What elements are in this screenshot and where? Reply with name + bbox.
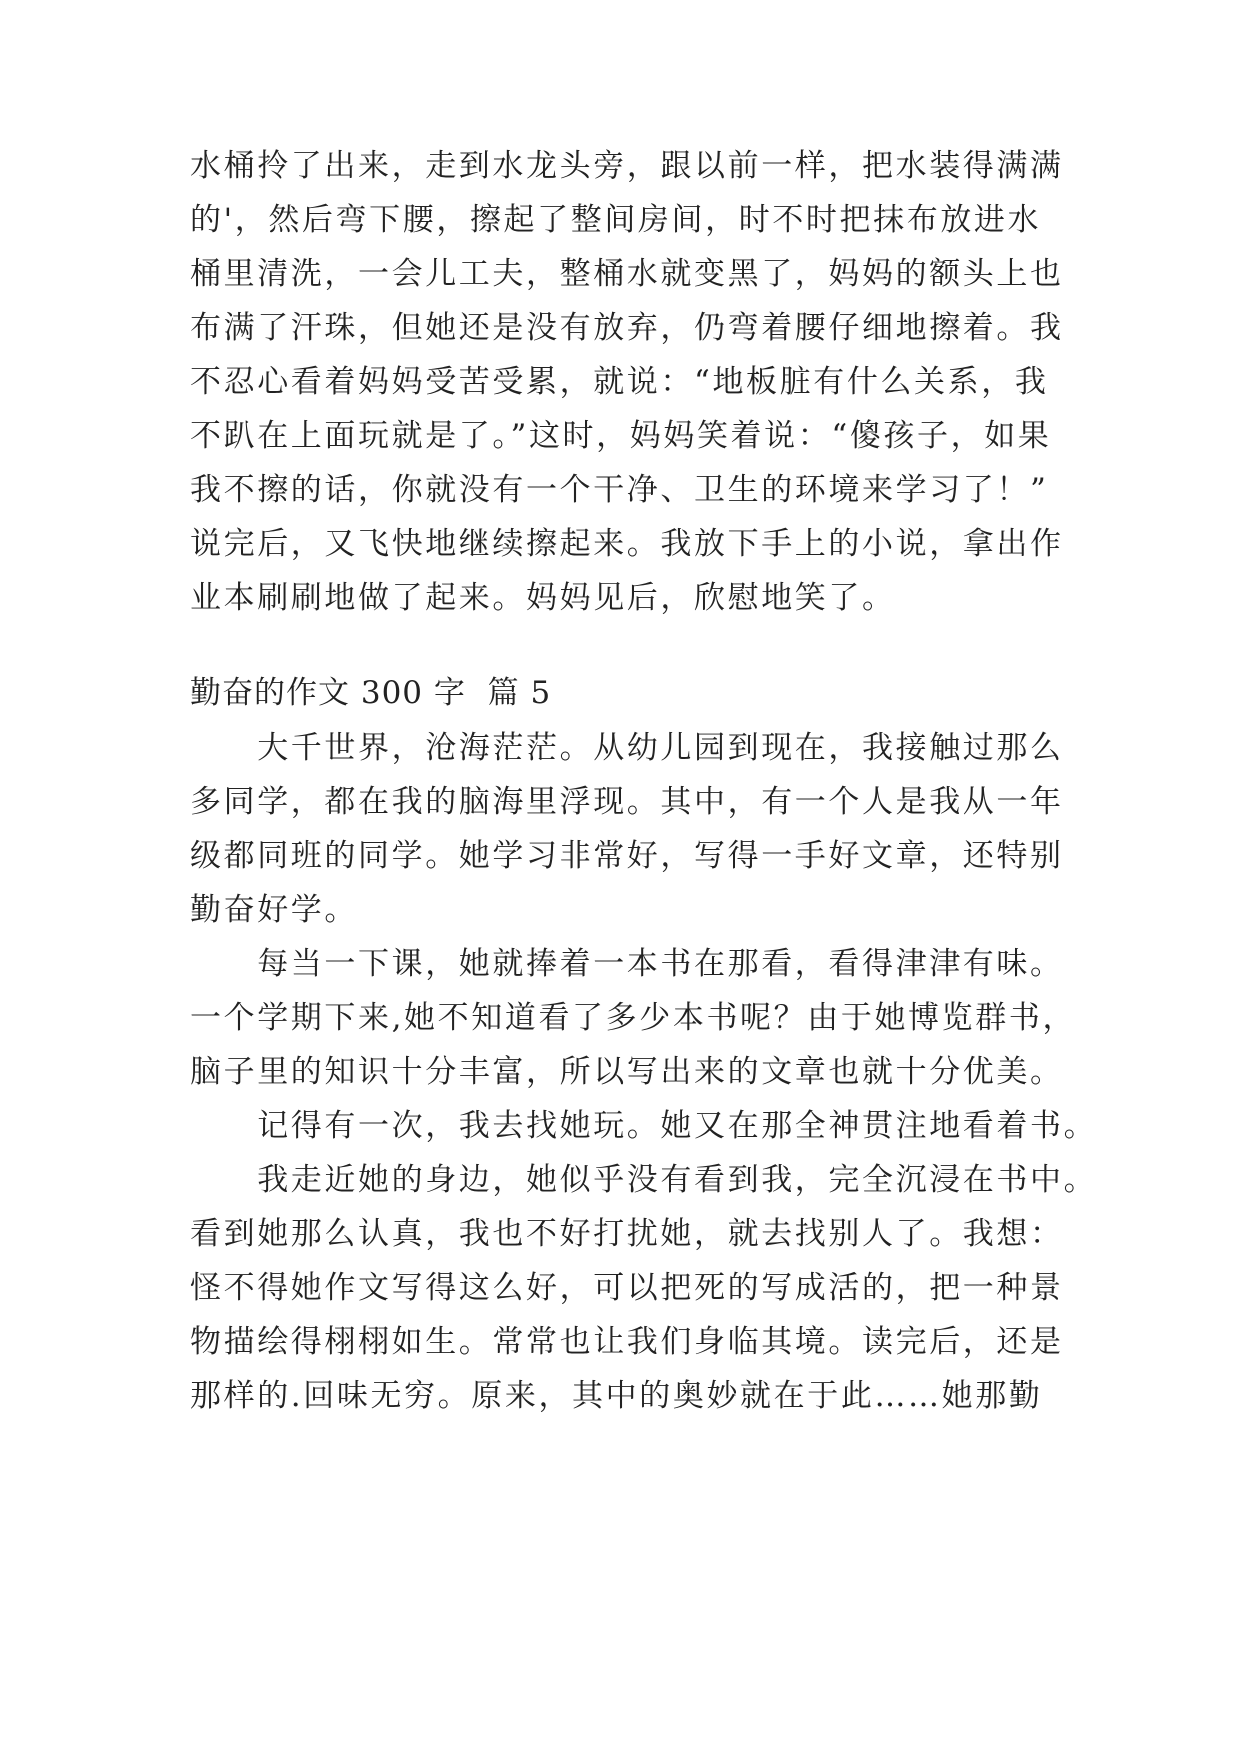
- text-line: 记得有一次，我去找她玩。她又在那全神贯注地看着书。: [190, 1108, 1098, 1144]
- text-line: 我走近她的身边，她似乎没有看到我，完全沉浸在书中。: [190, 1162, 1098, 1198]
- text-line: 物描绘得栩栩如生。常常也让我们身临其境。读完后，还是: [190, 1324, 1064, 1360]
- text-line: 不忍心看着妈妈受苦受累，就说：“地板脏有什么关系，我: [190, 364, 1049, 400]
- text-line: 的'，然后弯下腰，擦起了整间房间，时不时把抹布放进水: [190, 202, 1042, 238]
- text-line: 级都同班的同学。她学习非常好，写得一手好文章，还特别: [190, 838, 1064, 874]
- text-line: 大千世界，沧海茫茫。从幼儿园到现在，我接触过那么: [190, 730, 1064, 766]
- text-line: 勤奋好学。: [190, 892, 358, 928]
- text-line: 那样的.回味无穷。原来，其中的奥妙就在于此……她那勤: [190, 1378, 1043, 1414]
- text-line: 怪不得她作文写得这么好，可以把死的写成活的，把一种景: [190, 1270, 1064, 1306]
- text-line: 一个学期下来,她不知道看了多少本书呢？由于她博览群书，: [190, 1000, 1077, 1036]
- text-line: 不趴在上面玩就是了。”这时，妈妈笑着说：“傻孩子，如果: [190, 418, 1052, 454]
- text-line: 说完后，又飞快地继续擦起来。我放下手上的小说，拿出作: [190, 526, 1064, 562]
- text-line: 脑子里的知识十分丰富，所以写出来的文章也就十分优美。: [190, 1054, 1064, 1090]
- text-line: 水桶拎了出来，走到水龙头旁，跟以前一样，把水装得满满: [190, 148, 1064, 184]
- text-line: 看到她那么认真，我也不好打扰她，就去找别人了。我想：: [190, 1216, 1064, 1252]
- text-line: 布满了汗珠，但她还是没有放弃，仍弯着腰仔细地擦着。我: [190, 310, 1064, 346]
- text-line: 桶里清洗，一会儿工夫，整桶水就变黑了，妈妈的额头上也: [190, 256, 1064, 292]
- text-line: 多同学，都在我的脑海里浮现。其中，有一个人是我从一年: [190, 784, 1064, 820]
- text-line: 每当一下课，她就捧着一本书在那看，看得津津有味。: [190, 946, 1064, 982]
- text-line: 业本刷刷地做了起来。妈妈见后，欣慰地笑了。: [190, 580, 896, 616]
- section-heading: 勤奋的作文 300 字 篇 5: [190, 675, 552, 711]
- text-line: 我不擦的话，你就没有一个干净、卫生的环境来学习了！”: [190, 472, 1049, 508]
